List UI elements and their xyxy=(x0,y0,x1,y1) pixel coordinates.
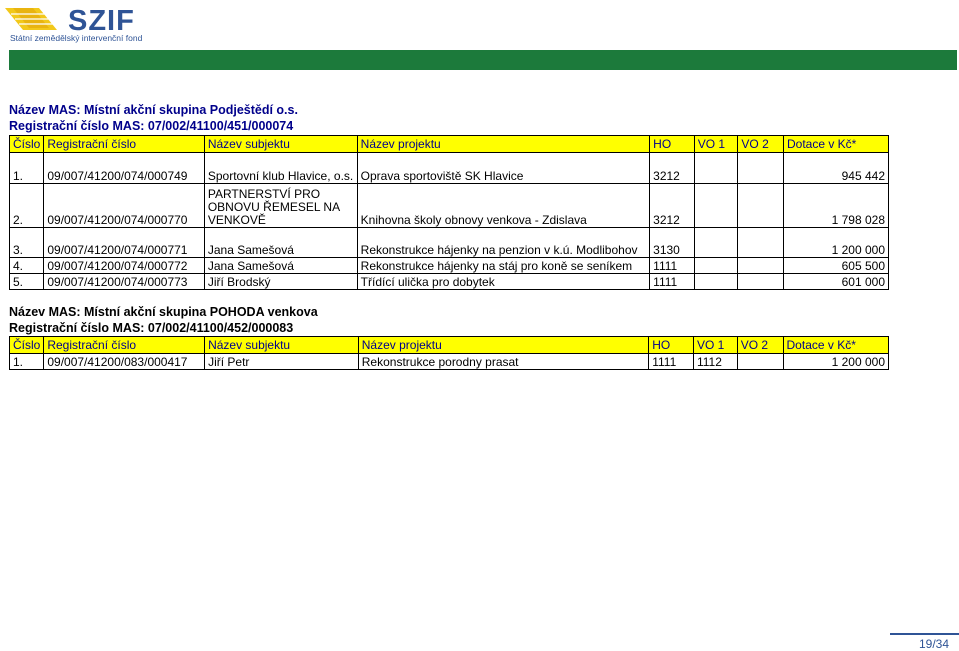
cell: 1111 xyxy=(650,258,695,274)
cell: 2. xyxy=(10,184,44,228)
col-header: Dotace v Kč* xyxy=(783,136,888,153)
section2-mas-name: Název MAS: Místní akční skupina POHODA venkova xyxy=(9,305,318,319)
cell xyxy=(737,354,783,370)
footer-line xyxy=(890,633,959,635)
col-header: VO 2 xyxy=(737,337,783,354)
cell: 1111 xyxy=(649,354,694,370)
col-header: VO 1 xyxy=(693,337,737,354)
cell: 09/007/41200/074/000773 xyxy=(44,274,205,290)
cell xyxy=(694,258,738,274)
cell xyxy=(694,184,738,228)
table-row xyxy=(10,228,889,258)
cell xyxy=(694,228,738,258)
col-header: Registrační číslo xyxy=(44,136,205,153)
section2-reg-no: Registrační číslo MAS: 07/002/41100/452/000083 xyxy=(9,321,294,335)
cell: Jana Samešová xyxy=(204,228,357,258)
cell: 1 200 000 xyxy=(783,228,888,258)
section1-mas-name: Název MAS: Místní akční skupina Podještědí o.s. xyxy=(9,103,298,117)
table-row xyxy=(10,153,889,184)
col-header: Název projektu xyxy=(357,136,649,153)
col-header: Číslo xyxy=(10,136,44,153)
table-header-row xyxy=(10,337,889,354)
col-header: VO 1 xyxy=(694,136,738,153)
cell: Rekonstrukce porodny prasat xyxy=(358,354,648,370)
col-header: Dotace v Kč* xyxy=(783,337,888,354)
cell: 09/007/41200/074/000770 xyxy=(44,184,205,228)
logo-stripes-icon xyxy=(5,4,65,32)
cell: 5. xyxy=(10,274,44,290)
section1-table xyxy=(9,135,889,290)
table-row xyxy=(10,274,889,290)
cell: 605 500 xyxy=(783,258,888,274)
cell: Knihovna školy obnovy venkova - Zdislava xyxy=(357,184,649,228)
cell: 1 798 028 xyxy=(783,184,888,228)
col-header: VO 2 xyxy=(738,136,784,153)
cell: PARTNERSTVÍ PRO OBNOVU ŘEMESEL NA VENKOVĚ xyxy=(204,184,357,228)
cell: 1112 xyxy=(693,354,737,370)
col-header: Název projektu xyxy=(358,337,648,354)
cell: Oprava sportoviště SK Hlavice xyxy=(357,153,649,184)
col-header: HO xyxy=(650,136,695,153)
cell: 09/007/41200/074/000772 xyxy=(44,258,205,274)
cell: 1 200 000 xyxy=(783,354,888,370)
logo-subtitle: Státní zemědělský intervenční fond xyxy=(10,33,143,43)
cell: 1. xyxy=(10,354,44,370)
header-bar xyxy=(9,50,957,70)
cell: 3130 xyxy=(650,228,695,258)
cell: 3212 xyxy=(650,184,695,228)
cell xyxy=(738,274,784,290)
cell xyxy=(694,153,738,184)
table-row xyxy=(10,354,889,370)
page-number: 19/34 xyxy=(919,637,950,651)
cell xyxy=(738,258,784,274)
col-header: Název subjektu xyxy=(204,136,357,153)
cell: Jiří Brodský xyxy=(204,274,357,290)
col-header: Číslo xyxy=(10,337,44,354)
cell: Jiří Petr xyxy=(205,354,359,370)
section2-table xyxy=(9,336,889,370)
section1-reg-no: Registrační číslo MAS: 07/002/41100/451/000074 xyxy=(9,119,294,133)
table-header-row xyxy=(10,136,889,153)
cell xyxy=(738,228,784,258)
col-header: HO xyxy=(649,337,694,354)
cell: Třídící ulička pro dobytek xyxy=(357,274,649,290)
cell: 09/007/41200/083/000417 xyxy=(44,354,205,370)
logo-text: SZIF xyxy=(68,5,135,37)
table-row xyxy=(10,258,889,274)
cell xyxy=(694,274,738,290)
cell: 601 000 xyxy=(783,274,888,290)
cell xyxy=(738,184,784,228)
cell: 4. xyxy=(10,258,44,274)
cell: 3. xyxy=(10,228,44,258)
cell: 3212 xyxy=(650,153,695,184)
cell: 945 442 xyxy=(783,153,888,184)
szif-logo xyxy=(5,4,155,44)
cell: Sportovní klub Hlavice, o.s. xyxy=(204,153,357,184)
cell: 09/007/41200/074/000749 xyxy=(44,153,205,184)
cell: Rekonstrukce hájenky na penzion v k.ú. Modlibohov xyxy=(357,228,649,258)
cell: Rekonstrukce hájenky na stáj pro koně se seníkem xyxy=(357,258,649,274)
table-row xyxy=(10,184,889,228)
col-header: Název subjektu xyxy=(205,337,359,354)
cell: 1. xyxy=(10,153,44,184)
cell: Jana Samešová xyxy=(204,258,357,274)
cell: 1111 xyxy=(650,274,695,290)
cell: 09/007/41200/074/000771 xyxy=(44,228,205,258)
col-header: Registrační číslo xyxy=(44,337,205,354)
cell xyxy=(738,153,784,184)
